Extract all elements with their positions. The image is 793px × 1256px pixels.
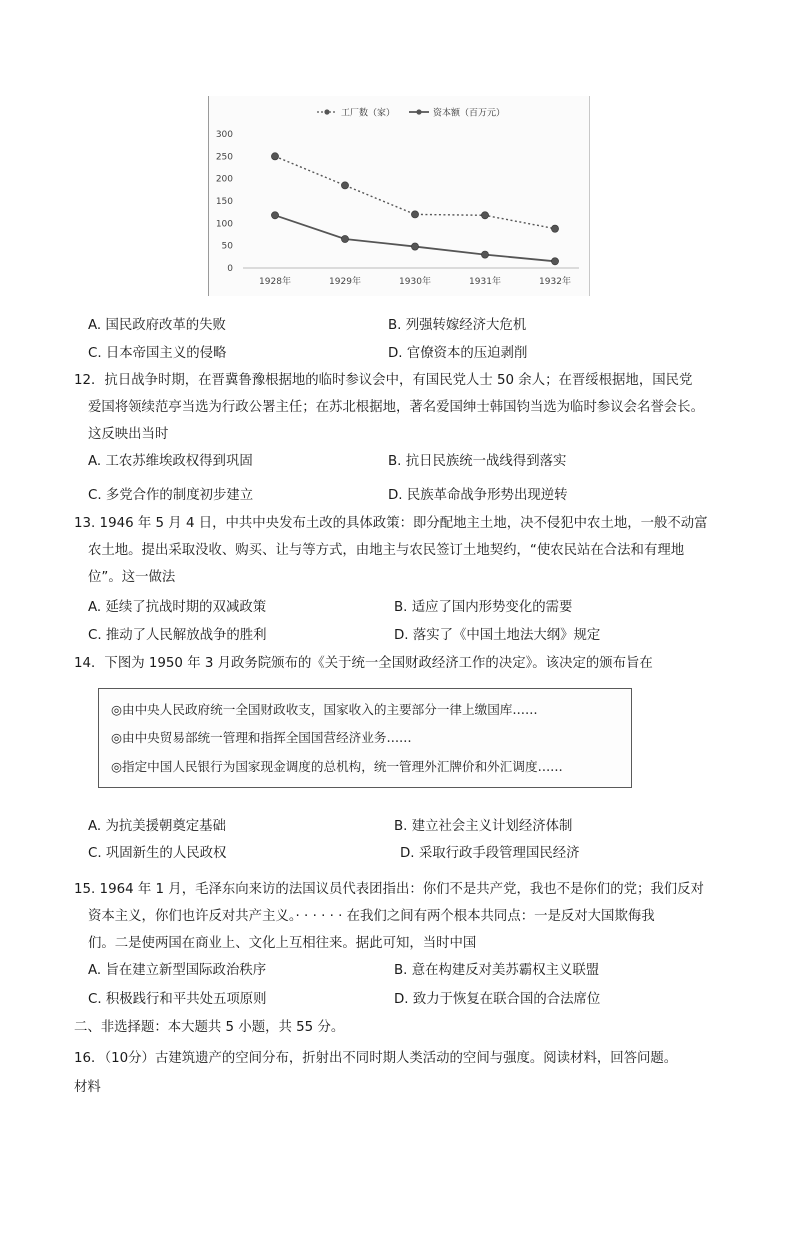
q14-stem-line1: 14．下图为 1950 年 3 月政务院颁布的《关于统一全国财政经济工作的决定》。该决定的颁布旨在	[74, 656, 653, 671]
q14-option-a[interactable]: A. 为抗美援朝奠定基础	[88, 819, 226, 834]
q13-option-d[interactable]: D. 落实了《中国土地法大纲》规定	[394, 628, 601, 643]
series-2-point	[271, 212, 278, 219]
q12-option-a[interactable]: A. 工农苏维埃政权得到巩固	[88, 454, 253, 469]
series-1-point	[341, 182, 348, 189]
legend-label: 资本额（百万元）	[433, 108, 506, 119]
q11-option-b[interactable]: B. 列强转嫁经济大危机	[388, 318, 527, 333]
y-tick-label: 100	[215, 219, 233, 230]
q13-stem-line3: 位”。这一做法	[88, 570, 176, 585]
section-heading: 二、非选择题：本大题共 5 小题，共 55 分。	[74, 1020, 345, 1035]
legend-label: 工厂数（家）	[341, 108, 396, 119]
legend-marker	[324, 109, 329, 114]
q14-option-b[interactable]: B. 建立社会主义计划经济体制	[394, 819, 573, 834]
q13-option-a[interactable]: A. 延续了抗战时期的双减政策	[88, 600, 267, 615]
q14-box-line2: ◎由中央贸易部统一管理和指挥全国国营经济业务……	[111, 730, 412, 745]
x-tick-label: 1931年	[469, 277, 501, 287]
q14-box-line3: ◎指定中国人民银行为国家现金调度的总机构，统一管理外汇牌价和外汇调度……	[111, 759, 563, 774]
q15-option-c[interactable]: C. 积极践行和平共处五项原则	[88, 992, 267, 1007]
q13-option-b[interactable]: B. 适应了国内形势变化的需要	[394, 600, 573, 615]
q11-option-c[interactable]: C. 日本帝国主义的侵略	[88, 346, 227, 361]
x-tick-label: 1932年	[539, 277, 571, 287]
q11-option-a[interactable]: A. 国民政府改革的失败	[88, 318, 226, 333]
series-2-point	[341, 235, 348, 242]
q12-option-b[interactable]: B. 抗日民族统一战线得到落实	[388, 454, 567, 469]
q15-stem-line3: 们。二是使两国在商业上、文化上互相往来。据此可知，当时中国	[88, 936, 477, 951]
x-tick-label: 1930年	[399, 277, 431, 287]
q15-option-d[interactable]: D. 致力于恢复在联合国的合法席位	[394, 992, 601, 1007]
legend-marker	[416, 109, 421, 114]
q16-stem-line1: 16．（10分）古建筑遗产的空间分布，折射出不同时期人类活动的空间与强度。阅读材料，回答问题。	[74, 1051, 678, 1066]
q14-box-line1: ◎由中央人民政府统一全国财政收支，国家收入的主要部分一律上缴国库……	[111, 702, 538, 717]
q12-stem-line2: 爱国将领续范亭当选为行政公署主任；在苏北根据地，著名爱国绅士韩国钧当选为临时参议会名誉会长。	[88, 400, 704, 415]
q13-stem-line2: 农土地。提出采取没收、购买、让与等方式，由地主与农民签订土地契约，“使农民站在合法和有理地	[88, 543, 685, 558]
y-tick-label: 50	[221, 241, 233, 252]
q15-stem-line1: 15. 1964 年 1 月，毛泽东向来访的法国议员代表团指出：你们不是共产党，我也不是你们的党；我们反对	[74, 882, 704, 897]
q15-option-b[interactable]: B. 意在构建反对美苏霸权主义联盟	[394, 963, 600, 978]
q15-stem-line2: 资本主义，你们也许反对共产主义。· · · · · · 在我们之间有两个根本共同点：一是反对大国欺侮我	[88, 909, 655, 924]
series-2-point	[481, 251, 488, 258]
series-line-2	[275, 215, 555, 261]
y-tick-label: 250	[215, 152, 233, 163]
q11-option-d[interactable]: D. 官僚资本的压迫剥削	[388, 346, 528, 361]
q14-option-d[interactable]: D. 采取行政手段管理国民经济	[400, 846, 580, 861]
q16-stem-line2: 材料	[74, 1080, 101, 1095]
y-tick-label: 150	[215, 197, 233, 207]
q14-document-box	[98, 688, 632, 788]
y-tick-label: 0	[227, 264, 233, 274]
series-1-point	[411, 211, 418, 218]
series-1-point	[481, 212, 488, 219]
y-tick-label: 200	[215, 174, 233, 185]
q12-option-d[interactable]: D. 民族革命战争形势出现逆转	[388, 488, 568, 503]
q12-option-c[interactable]: C. 多党合作的制度初步建立	[88, 488, 254, 503]
q14-option-c[interactable]: C. 巩固新生的人民政权	[88, 846, 227, 861]
series-2-point	[411, 243, 418, 250]
series-1-point	[551, 225, 558, 232]
series-2-point	[551, 258, 558, 265]
q15-option-a[interactable]: A. 旨在建立新型国际政治秩序	[88, 963, 267, 978]
q12-stem-line1: 12．抗日战争时期，在晋冀鲁豫根据地的临时参议会中，有国民党人士 50 余人；在晋绥根据地，国民党	[74, 373, 693, 388]
q12-stem-line3: 这反映出当时	[88, 427, 169, 442]
chart-svg	[209, 96, 589, 296]
x-tick-label: 1928年	[259, 277, 291, 287]
series-1-point	[271, 153, 278, 160]
x-tick-label: 1929年	[329, 277, 361, 287]
q13-option-c[interactable]: C. 推动了人民解放战争的胜利	[88, 628, 267, 643]
q13-stem-line1: 13. 1946 年 5 月 4 日，中共中央发布土改的具体政策：即分配地主土地，决不侵犯中农土地，一般不动富	[74, 516, 708, 531]
line-chart	[208, 96, 590, 296]
y-tick-label: 300	[215, 130, 233, 140]
